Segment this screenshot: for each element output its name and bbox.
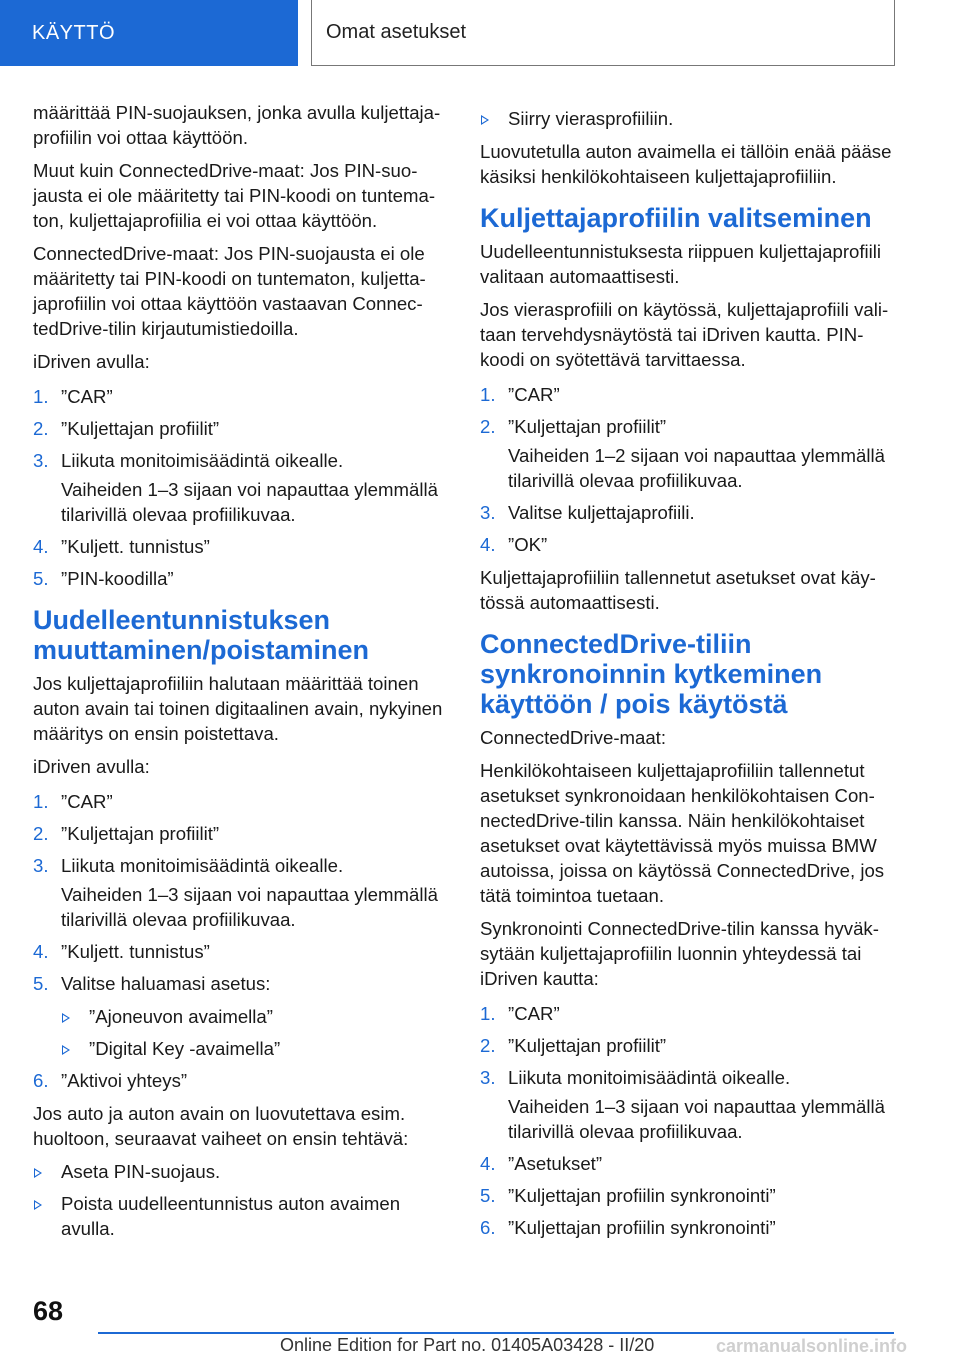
step-text: ”Asetukset” xyxy=(508,1153,603,1174)
paragraph: Muut kuin ConnectedDrive-maat: Jos PIN-suojausta ei ole määritetty tai PIN-koodi on tuntematon, kuljettajaprofiilia ei voi ottaa käyttöön. xyxy=(33,160,436,231)
paragraph: määrittää PIN-suojauksen, jonka avulla kuljettajaprofiilin voi ottaa käyttöön. xyxy=(33,102,441,148)
step-text: ”OK” xyxy=(508,534,548,555)
step-list xyxy=(33,384,449,591)
left-column xyxy=(33,100,449,1249)
step-note: Vaiheiden 1–2 sijaan voi napauttaa ylemmällä tilarivillä olevaa profiilikuvaa. xyxy=(508,445,885,491)
bullet-item xyxy=(480,106,896,131)
step-text: ”Kuljettajan profiilit” xyxy=(508,416,667,437)
bullet-item xyxy=(33,1191,449,1241)
step-list xyxy=(480,1001,896,1240)
paragraph: Jos kuljettajaprofiiliin halutaan määrittää toinen auton avain tai toinen digitaalinen avain, nykyinen määritys on ensin poistettava. xyxy=(33,673,443,744)
step-number: 4. xyxy=(480,1153,496,1174)
paragraph: iDriven avulla: xyxy=(33,351,150,372)
paragraph: Synkronointi ConnectedDrive-tilin kanssa hyväksytään kuljettajaprofiilin luonnin yhteydessä tai iDriven kautta: xyxy=(480,918,879,989)
bullet-text: ”Digital Key -avaimella” xyxy=(89,1038,281,1059)
step-note: Vaiheiden 1–3 sijaan voi napauttaa ylemmällä tilarivillä olevaa profiilikuvaa. xyxy=(61,479,438,525)
step-text: ”Kuljettajan profiilit” xyxy=(61,823,220,844)
paragraph: Kuljettajaprofiiliin tallennetut asetukset ovat käytössä automaattisesti. xyxy=(480,567,876,613)
section-heading: ConnectedDrive-tiliin synkronoinnin kytkeminen käyttöön / pois käytöstä xyxy=(480,629,823,719)
step-item xyxy=(33,1068,449,1093)
paragraph: Jos vierasprofiili on käytössä, kuljettajaprofiili valitaan tervehdysnäytöstä tai iDriven kautta. PIN-koodi on syötettävä tarvittaessa. xyxy=(480,299,889,370)
bullet-item xyxy=(61,1036,449,1061)
step-text: ”Kuljettajan profiilin synkronointi” xyxy=(508,1185,776,1206)
sub-bullet-list xyxy=(61,1004,449,1061)
step-text: Valitse haluamasi asetus: xyxy=(61,973,271,994)
step-text: ”CAR” xyxy=(508,384,560,405)
step-number: 4. xyxy=(480,534,496,555)
step-text: ”Aktivoi yhteys” xyxy=(61,1070,188,1091)
right-column xyxy=(480,100,896,1248)
step-text: ”CAR” xyxy=(61,386,113,407)
step-text: ”CAR” xyxy=(61,791,113,812)
chapter-title: Omat asetukset xyxy=(326,21,467,43)
step-item xyxy=(33,853,449,932)
step-number: 6. xyxy=(480,1217,496,1238)
step-text: Liikuta monitoimisäädintä oikealle. xyxy=(61,855,344,876)
step-number: 2. xyxy=(480,1035,496,1056)
paragraph: iDriven avulla: xyxy=(33,756,150,777)
step-item xyxy=(480,1183,896,1208)
step-item xyxy=(33,416,449,441)
step-text: ”Kuljett. tunnistus” xyxy=(61,536,210,557)
triangle-bullet-icon xyxy=(34,1200,42,1210)
step-text: ”Kuljettajan profiilit” xyxy=(508,1035,667,1056)
step-number: 5. xyxy=(480,1185,496,1206)
step-item xyxy=(33,448,449,527)
step-number: 1. xyxy=(480,384,496,405)
step-item xyxy=(480,1215,896,1240)
bullet-text: Poista uudelleentunnistus auton avaimen avulla. xyxy=(61,1193,401,1239)
step-text: ”PIN-koodilla” xyxy=(61,568,174,589)
step-number: 5. xyxy=(33,568,49,589)
step-number: 3. xyxy=(480,1067,496,1088)
page-number: 68 xyxy=(33,1296,64,1326)
step-note: Vaiheiden 1–3 sijaan voi napauttaa ylemmällä tilarivillä olevaa profiilikuvaa. xyxy=(508,1096,885,1142)
step-number: 4. xyxy=(33,536,49,557)
step-list xyxy=(33,789,449,1093)
step-item xyxy=(480,532,896,557)
step-number: 1. xyxy=(480,1003,496,1024)
footer-rule xyxy=(98,1332,894,1334)
step-item xyxy=(33,789,449,814)
step-item xyxy=(33,971,449,1061)
step-number: 2. xyxy=(480,416,496,437)
bullet-text: ”Ajoneuvon avaimella” xyxy=(89,1006,273,1027)
section-title: KÄYTTÖ xyxy=(32,21,116,44)
watermark: carmanualsonline.info xyxy=(716,1336,908,1356)
section-heading: Kuljettajaprofiilin valitseminen xyxy=(480,203,872,233)
step-text: Liikuta monitoimisäädintä oikealle. xyxy=(508,1067,791,1088)
bullet-item xyxy=(61,1004,449,1029)
step-text: Valitse kuljettajaprofiili. xyxy=(508,502,695,523)
step-item xyxy=(33,384,449,409)
step-item xyxy=(480,1033,896,1058)
chapter-header xyxy=(311,0,895,66)
bullet-list xyxy=(480,106,896,131)
step-number: 1. xyxy=(33,791,49,812)
step-text: ”CAR” xyxy=(508,1003,560,1024)
step-item xyxy=(480,414,896,493)
edition-note: Online Edition for Part no. 01405A03428 - II/20 xyxy=(280,1335,655,1355)
paragraph: Henkilökohtaiseen kuljettajaprofiiliin tallennetut asetukset synkronoidaan henkilökohtaisen ConnectedDrive-tilin kanssa. Näin henkilökohtaiset asetukset ovat käytettävissä myös muissa BMW autoissa, joissa on käytössä ConnectedDrive, jos tätä toimintoa tuetaan. xyxy=(480,760,885,906)
triangle-bullet-icon xyxy=(481,115,489,125)
paragraph: ConnectedDrive-maat: Jos PIN-suojausta ei ole määritetty tai PIN-koodi on tuntematon, kuljettajaprofiilin voi ottaa käyttöön vastaavan ConnectedDrive-tilin kirjautumistiedoilla. xyxy=(33,243,426,339)
step-text: ”Kuljettajan profiilit” xyxy=(61,418,220,439)
triangle-bullet-icon xyxy=(62,1045,70,1055)
triangle-bullet-icon xyxy=(34,1168,42,1178)
step-item xyxy=(480,1151,896,1176)
step-number: 3. xyxy=(33,450,49,471)
step-item xyxy=(480,382,896,407)
triangle-bullet-icon xyxy=(62,1013,70,1023)
step-number: 2. xyxy=(33,418,49,439)
paragraph: Uudelleentunnistuksesta riippuen kuljettajaprofiili valitaan automaattisesti. xyxy=(480,241,882,287)
section-heading: Uudelleentunnistuksen muuttaminen/poistaminen xyxy=(33,605,370,665)
step-item xyxy=(33,821,449,846)
section-tab xyxy=(0,0,298,66)
paragraph: Luovutetulla auton avaimella ei tällöin enää pääse käsiksi henkilökohtaiseen kuljettajaprofiiliin. xyxy=(480,141,892,187)
paragraph: ConnectedDrive-maat: xyxy=(480,727,667,748)
paragraph: Jos auto ja auton avain on luovutettava esim. huoltoon, seuraavat vaiheet on ensin tehtävä: xyxy=(33,1103,409,1149)
step-number: 5. xyxy=(33,973,49,994)
step-text: ”Kuljettajan profiilin synkronointi” xyxy=(508,1217,776,1238)
step-text: ”Kuljett. tunnistus” xyxy=(61,941,210,962)
step-list xyxy=(480,382,896,557)
step-number: 6. xyxy=(33,1070,49,1091)
step-note: Vaiheiden 1–3 sijaan voi napauttaa ylemmällä tilarivillä olevaa profiilikuvaa. xyxy=(61,884,438,930)
step-item xyxy=(33,566,449,591)
bullet-text: Siirry vierasprofiiliin. xyxy=(508,108,674,129)
step-text: Liikuta monitoimisäädintä oikealle. xyxy=(61,450,344,471)
step-number: 3. xyxy=(33,855,49,876)
bullet-text: Aseta PIN-suojaus. xyxy=(61,1161,221,1182)
bullet-list xyxy=(33,1159,449,1241)
step-number: 1. xyxy=(33,386,49,407)
step-number: 3. xyxy=(480,502,496,523)
step-item xyxy=(33,939,449,964)
step-item xyxy=(33,534,449,559)
step-number: 2. xyxy=(33,823,49,844)
step-number: 4. xyxy=(33,941,49,962)
step-item xyxy=(480,500,896,525)
step-item xyxy=(480,1065,896,1144)
step-item xyxy=(480,1001,896,1026)
bullet-item xyxy=(33,1159,449,1184)
